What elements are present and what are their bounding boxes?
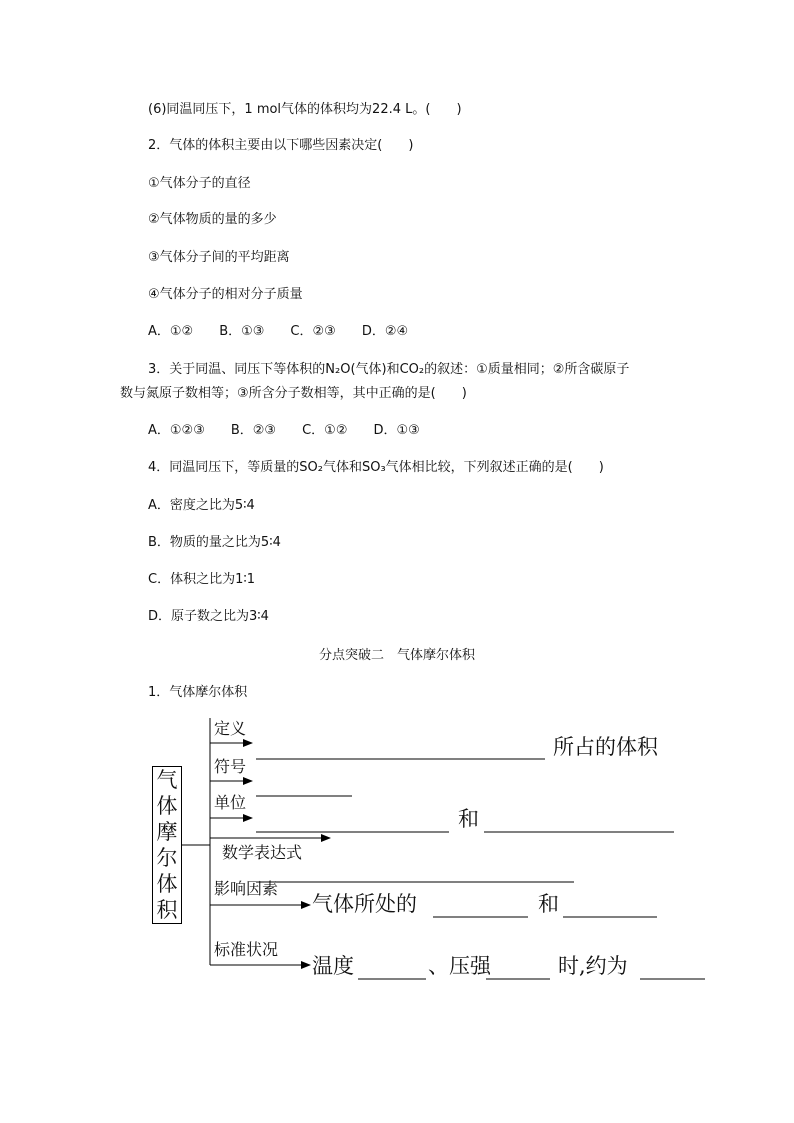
box-char-6: 积 xyxy=(156,898,178,922)
q2-item-2: ②气体物质的量的多少 xyxy=(148,212,277,227)
box-char-5: 体 xyxy=(156,872,178,896)
section-title: 分点突破二 气体摩尔体积 xyxy=(318,648,475,663)
box-char-3: 摩 xyxy=(156,820,178,844)
label-formula: 数学表达式 xyxy=(222,843,303,862)
label-symbol: 符号 xyxy=(214,757,247,776)
q3-stem-line2: 数与氮原子数相等；③所含分子数相等，其中正确的是( ) xyxy=(120,386,467,401)
q2-item-1: ①气体分子的直径 xyxy=(148,176,251,191)
box-char-4: 尔 xyxy=(156,846,178,870)
text-and-2: 和 xyxy=(538,892,559,916)
q2-item-4: ④气体分子的相对分子质量 xyxy=(148,287,303,302)
label-unit: 单位 xyxy=(214,793,247,812)
q4-option-c: C．体积之比为1∶1 xyxy=(148,572,256,587)
q2-options: A．①② B．①③ C．②③ D．②④ xyxy=(148,324,409,339)
label-definition: 定义 xyxy=(214,719,247,738)
text-occupied-volume: 所占的体积 xyxy=(553,735,658,759)
q3-options: A．①②③ B．②③ C．①② D．①③ xyxy=(148,423,420,438)
q2-stem: 2．气体的体积主要由以下哪些因素决定( ) xyxy=(148,138,414,153)
q2-item-3: ③气体分子间的平均距离 xyxy=(148,250,290,265)
q3-stem-line1: 3．关于同温、同压下等体积的N₂O(气体)和CO₂的叙述：①质量相同；②所含碳原子 xyxy=(148,362,630,377)
box-char-2: 体 xyxy=(156,794,178,818)
text-temperature: 温度 xyxy=(312,954,354,978)
section-subtitle: 1．气体摩尔体积 xyxy=(148,685,248,700)
q4-option-a: A．密度之比为5∶4 xyxy=(148,498,255,513)
text-gas-location: 气体所处的 xyxy=(312,892,417,916)
label-standard: 标准状况 xyxy=(214,940,279,959)
molar-volume-box xyxy=(152,766,182,924)
q4-option-d: D．原子数之比为3∶4 xyxy=(148,609,269,624)
q4-option-b: B．物质的量之比为5∶4 xyxy=(148,535,281,550)
text-when-about: 时,约为 xyxy=(558,954,628,978)
text-pressure: 、压强 xyxy=(428,954,491,978)
box-char-1: 气 xyxy=(156,768,178,792)
q4-stem: 4．同温同压下，等质量的SO₂气体和SO₃气体相比较，下列叙述正确的是( ) xyxy=(148,460,604,475)
q1-part6: (6)同温同压下，1 mol气体的体积均为22.4 L。( ) xyxy=(148,102,462,117)
label-factors: 影响因素 xyxy=(214,879,279,898)
text-and-1: 和 xyxy=(458,807,479,831)
